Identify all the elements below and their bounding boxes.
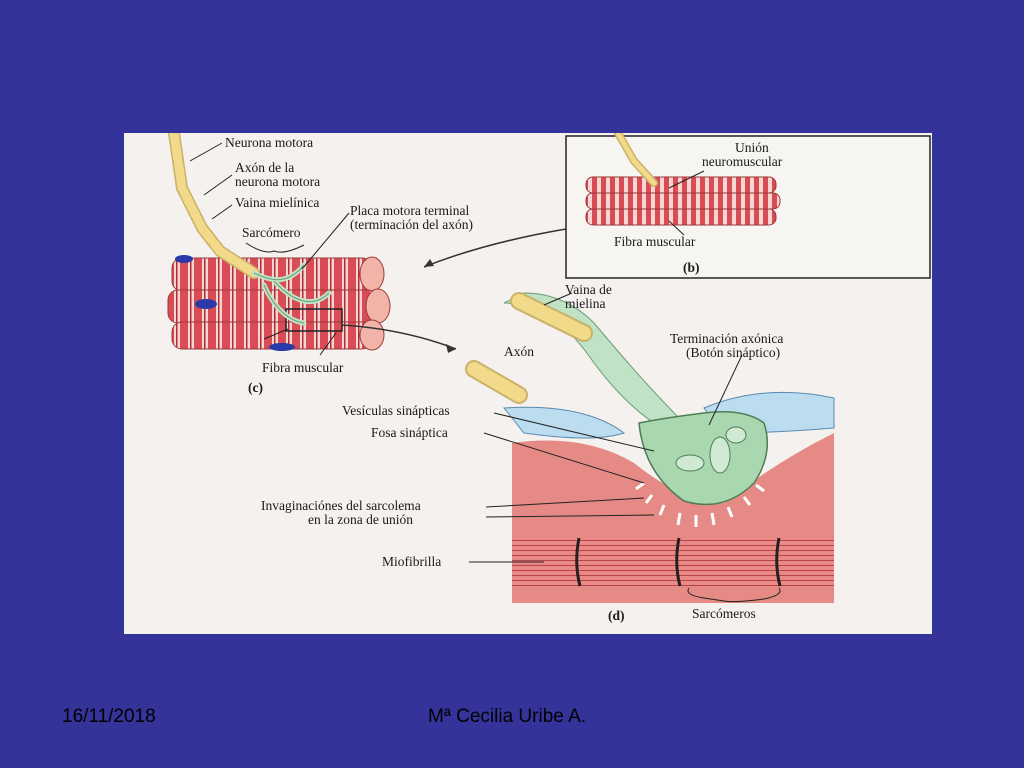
label-terminacion-line2: (Botón sináptico) — [686, 345, 781, 360]
label-union-line1: Unión — [735, 140, 769, 155]
neuromuscular-junction-figure — [124, 133, 932, 634]
label-panel-d: (d) — [608, 608, 625, 623]
panel-c-muscle-fibers — [168, 255, 390, 351]
label-vaina-de-mielina-line2: mielina — [565, 296, 606, 311]
label-terminacion-line1: Terminación axónica — [670, 331, 784, 346]
label-invaginaciones-line1: Invaginaciónes del sarcolema — [261, 498, 421, 513]
label-axon-d: Axón — [504, 344, 534, 359]
label-vaina-de-mielina-line1: Vaina de — [565, 282, 612, 297]
label-invaginaciones-line2: en la zona de unión — [308, 512, 413, 527]
arrow-b-to-c — [424, 229, 566, 267]
label-axon-line1: Axón de la — [235, 160, 295, 175]
label-neurona-motora: Neurona motora — [225, 135, 314, 150]
label-miofibrilla: Miofibrilla — [382, 554, 442, 569]
footer-date: 16/11/2018 — [62, 706, 156, 727]
label-fibra-muscular-c: Fibra muscular — [262, 360, 344, 375]
label-panel-b: (b) — [683, 260, 700, 275]
label-sarcomero: Sarcómero — [242, 225, 301, 240]
label-axon-line2: neurona motora — [235, 174, 321, 189]
label-vesiculas-sinapticas: Vesículas sinápticas — [342, 403, 450, 418]
label-fosa-sinaptica: Fosa sináptica — [371, 425, 448, 440]
footer-author: Mª Cecilia Uribe A. — [428, 706, 587, 727]
label-vaina-mielinica: Vaina mielínica — [235, 195, 320, 210]
label-union-line2: neuromuscular — [702, 154, 783, 169]
label-panel-c: (c) — [248, 380, 263, 395]
label-fibra-muscular-b: Fibra muscular — [614, 234, 696, 249]
label-placa-line2: (terminación del axón) — [350, 217, 473, 232]
arrow-c-to-d-head — [446, 344, 456, 353]
label-sarcomeros: Sarcómeros — [692, 606, 756, 621]
label-placa-line1: Placa motora terminal — [350, 203, 470, 218]
